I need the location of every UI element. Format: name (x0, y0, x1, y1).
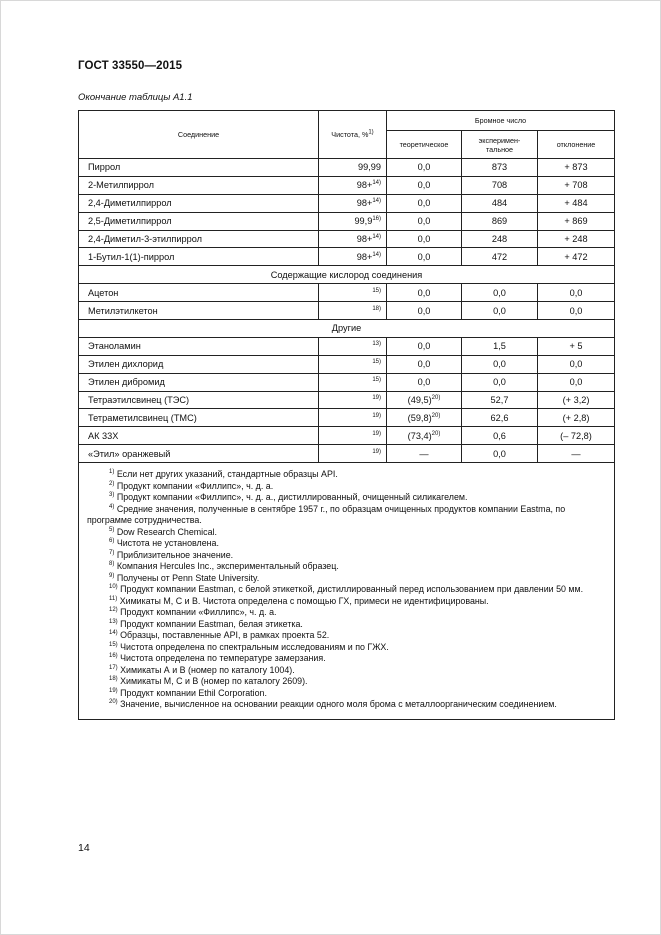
experimental-value: 1,5 (462, 337, 538, 355)
theoretical-value: 0,0 (417, 287, 431, 298)
table-row (79, 355, 615, 373)
table-row (79, 373, 615, 391)
theoretical-value: 0,0 (417, 180, 431, 191)
purity-cell (319, 230, 387, 248)
purity-cell (319, 284, 387, 302)
footnote (87, 607, 608, 619)
header-theoretical: теоретическое (387, 131, 462, 159)
purity-value: 99,9 (354, 216, 373, 227)
footnote-text: Если нет других указаний, стандартные образцы API. (116, 469, 338, 480)
theoretical-cell (387, 159, 462, 177)
purity-cell (319, 248, 387, 266)
footnote (87, 699, 608, 711)
footnote-number: 10) (109, 584, 118, 591)
table-caption: Окончание таблицы А1.1 (78, 92, 193, 103)
compound-name: Этилен дихлорид (79, 355, 319, 373)
purity-value: 98+ (356, 198, 373, 209)
header-experimental (462, 131, 538, 159)
experimental-value: 248 (462, 230, 538, 248)
experimental-value: 0,0 (462, 373, 538, 391)
deviation-value: (– 72,8) (538, 427, 615, 445)
table-row (79, 409, 615, 427)
compound-name: 2,5-Диметилпиррол (79, 212, 319, 230)
section-oxygen-compounds: Содержащие кислород соединения (79, 266, 615, 284)
footnote-text: Продукт компании «Филлипс», ч. д. а., дистиллированный, очищенный силикагелем. (116, 492, 468, 503)
footnote (87, 596, 608, 608)
purity-cell (319, 176, 387, 194)
deviation-value: + 869 (538, 212, 615, 230)
footnote-number: 13) (109, 618, 118, 625)
footnote (87, 561, 608, 573)
footnote-text: Химикаты М, С и В. Чистота определена с помощью ГХ, примеси не идентифицированы. (119, 595, 489, 606)
purity-cell (319, 337, 387, 355)
deviation-value: + 484 (538, 194, 615, 212)
experimental-value: 0,0 (462, 355, 538, 373)
purity-cell (319, 427, 387, 445)
table-row (79, 230, 615, 248)
purity-cell (319, 212, 387, 230)
theoretical-value: 0,0 (417, 162, 431, 173)
footnote-number: 17) (109, 664, 118, 671)
purity-value: 98+ (356, 251, 373, 262)
footnote-number: 11) (109, 595, 118, 602)
footnote-number: 2) (109, 480, 115, 487)
footnote (87, 538, 608, 550)
footnote-number: 15) (109, 641, 118, 648)
compound-name: Тетраметилсвинец (ТМС) (79, 409, 319, 427)
theoretical-cell (387, 212, 462, 230)
purity-footnote: 13) (372, 341, 381, 348)
purity-cell (319, 159, 387, 177)
footnote-text: Продукт компании Ethil Corporation. (120, 687, 267, 698)
purity-footnote: 14) (372, 180, 381, 187)
theoretical-cell (387, 302, 462, 320)
header-purity (319, 111, 387, 159)
experimental-value: 484 (462, 194, 538, 212)
deviation-value: + 472 (538, 248, 615, 266)
theoretical-value: 0,0 (417, 341, 431, 352)
experimental-value: 0,0 (462, 302, 538, 320)
section-other: Другие (79, 320, 615, 338)
deviation-value: — (538, 445, 615, 463)
theoretical-cell (387, 284, 462, 302)
purity-cell (319, 302, 387, 320)
compound-name: Пиррол (79, 159, 319, 177)
page-number: 14 (78, 842, 90, 854)
deviation-value: 0,0 (538, 284, 615, 302)
purity-value: 98+ (356, 180, 373, 191)
theoretical-value: 0,0 (417, 234, 431, 244)
table-row (79, 248, 615, 266)
footnote (87, 619, 608, 631)
footnote-number: 4) (109, 503, 115, 510)
compound-name: Ацетон (79, 284, 319, 302)
section-row (79, 320, 615, 338)
theoretical-footnote: 20) (431, 412, 441, 419)
purity-value: 98+ (356, 234, 373, 244)
footnote-text: Компания Hercules Inc., экспериментальный образец. (116, 561, 339, 572)
footnote-number: 19) (109, 687, 118, 694)
experimental-value: 52,7 (462, 391, 538, 409)
header-experimental-line1: эксперимен- (478, 135, 521, 145)
footnote-text: Химикаты А и В (номер по каталогу 1004). (120, 664, 295, 675)
theoretical-footnote: 20) (431, 394, 441, 401)
footnote-text: Образцы, поставленные API, в рамках проекта 52. (120, 630, 330, 641)
header-purity-label: Чистота, % (331, 130, 369, 139)
footnote-text: Чистота не установлена. (116, 538, 219, 549)
experimental-value: 0,6 (462, 427, 538, 445)
experimental-value: 869 (462, 212, 538, 230)
theoretical-value: 0,0 (417, 377, 431, 388)
theoretical-footnote: 20) (431, 430, 441, 437)
footnote (87, 469, 608, 481)
data-table (78, 110, 615, 720)
experimental-value: 0,0 (462, 284, 538, 302)
experimental-value: 0,0 (462, 445, 538, 463)
table-row (79, 302, 615, 320)
footnote (87, 573, 608, 585)
footnote-text: Значение, вычисленное на основании реакции одного моля брома с металлоорганическим соединением. (120, 699, 557, 710)
purity-footnote: 18) (372, 305, 381, 312)
table-row (79, 176, 615, 194)
footnote-number: 9) (109, 572, 115, 579)
theoretical-value: 0,0 (417, 216, 431, 227)
deviation-value: (+ 2,8) (538, 409, 615, 427)
footnote-text: Приблизительное значение. (116, 549, 234, 560)
theoretical-value: 0,0 (417, 198, 431, 209)
theoretical-cell (387, 176, 462, 194)
footnote-number: 20) (109, 699, 118, 706)
theoretical-value: — (419, 448, 429, 459)
footnote (87, 653, 608, 665)
header-deviation: отклонение (538, 131, 615, 159)
purity-footnote: 19) (372, 430, 381, 437)
deviation-value: 0,0 (538, 302, 615, 320)
footnote-text: Продукт компании Eastman, с белой этикеткой, дистиллированный перед использованием при давлении 50 мм. (120, 584, 584, 595)
theoretical-cell (387, 248, 462, 266)
footnote (87, 527, 608, 539)
compound-name: Этилен дибромид (79, 373, 319, 391)
compound-name: 2-Метилпиррол (79, 176, 319, 194)
theoretical-cell (387, 391, 462, 409)
purity-footnote: 14) (372, 198, 381, 205)
purity-cell (319, 194, 387, 212)
purity-cell (319, 445, 387, 463)
theoretical-value: 0,0 (417, 251, 431, 262)
compound-name: Тетраэтилсвинец (ТЭС) (79, 391, 319, 409)
footnote-text: Продукт компании «Филлипс», ч. д. а. (120, 607, 277, 618)
header-purity-footnote: 1) (368, 129, 374, 136)
theoretical-cell (387, 337, 462, 355)
section-row (79, 266, 615, 284)
theoretical-cell (387, 445, 462, 463)
deviation-value: 0,0 (538, 355, 615, 373)
footnote (87, 492, 608, 504)
footnote (87, 504, 608, 527)
header-compound: Соединение (79, 111, 319, 159)
table-row (79, 445, 615, 463)
table-row (79, 159, 615, 177)
compound-name: Этаноламин (79, 337, 319, 355)
footnote (87, 665, 608, 677)
purity-footnote: 19) (372, 394, 381, 401)
compound-name: АК 33Х (79, 427, 319, 445)
compound-name: «Этил» оранжевый (79, 445, 319, 463)
purity-value: 99,99 (358, 162, 381, 173)
header-row-1 (79, 111, 615, 131)
footnote-number: 12) (109, 607, 118, 614)
table-row (79, 427, 615, 445)
purity-footnote: 16) (372, 216, 381, 223)
deviation-value: (+ 3,2) (538, 391, 615, 409)
theoretical-cell (387, 355, 462, 373)
footnote-number: 6) (109, 538, 115, 545)
footnote-text: Продукт компании Eastman, белая этикетка. (120, 618, 303, 629)
footnote-number: 14) (109, 630, 118, 637)
header-experimental-line2: тальное (485, 144, 514, 154)
theoretical-cell (387, 427, 462, 445)
purity-cell (319, 391, 387, 409)
purity-footnote: 15) (372, 359, 381, 366)
deviation-value: 0,0 (538, 373, 615, 391)
compound-name: 2,4-Диметил-3-этилпиррол (79, 230, 319, 248)
theoretical-cell (387, 409, 462, 427)
footnote-text: Получены от Penn State University. (116, 572, 260, 583)
purity-footnote: 14) (372, 233, 381, 240)
purity-footnote: 15) (372, 287, 381, 294)
footnote-text: Dow Research Chemical. (116, 526, 217, 537)
purity-cell (319, 409, 387, 427)
theoretical-value: (49,5) (407, 395, 432, 406)
footnote-text: Чистота определена по температуре замерзания. (120, 653, 326, 664)
footnote (87, 688, 608, 700)
footnotes-cell (79, 463, 615, 720)
footnote (87, 676, 608, 688)
footnote (87, 481, 608, 493)
footnote-number: 8) (109, 561, 115, 568)
footnote-text: Средние значения, полученные в сентябре 1957 г., по образцам очищенных продуктов компании Eastma, по программе сотрудничества. (87, 503, 566, 526)
footnote (87, 584, 608, 596)
theoretical-value: (59,8) (407, 412, 432, 423)
footnote-number: 3) (109, 492, 115, 499)
purity-cell (319, 355, 387, 373)
experimental-value: 873 (462, 159, 538, 177)
table-row (79, 284, 615, 302)
experimental-value: 62,6 (462, 409, 538, 427)
purity-cell (319, 373, 387, 391)
theoretical-cell (387, 194, 462, 212)
footnote-number: 16) (109, 653, 118, 660)
deviation-value: + 5 (538, 337, 615, 355)
footnote (87, 630, 608, 642)
footnote (87, 642, 608, 654)
experimental-value: 708 (462, 176, 538, 194)
footnote-number: 5) (109, 526, 115, 533)
theoretical-cell (387, 230, 462, 248)
purity-footnote: 15) (372, 377, 381, 384)
theoretical-value: 0,0 (417, 305, 431, 316)
compound-name: 2,4-Диметилпиррол (79, 194, 319, 212)
table-row (79, 212, 615, 230)
deviation-value: + 248 (538, 230, 615, 248)
footnote-number: 1) (109, 469, 115, 476)
footnote-number: 18) (109, 676, 118, 683)
footnote-text: Чистота определена по спектральным исследованиям и по ГЖХ. (120, 641, 389, 652)
footnote-number: 7) (109, 549, 115, 556)
experimental-value: 472 (462, 248, 538, 266)
footnotes-row (79, 463, 615, 720)
deviation-value: + 708 (538, 176, 615, 194)
footnote (87, 550, 608, 562)
theoretical-cell (387, 373, 462, 391)
theoretical-value: (73,4) (407, 430, 432, 441)
table-row (79, 194, 615, 212)
compound-name: Метилэтилкетон (79, 302, 319, 320)
table-row (79, 337, 615, 355)
footnote-text: Продукт компании «Филлипс», ч. д. а. (116, 480, 274, 491)
document-id: ГОСТ 33550—2015 (78, 60, 183, 72)
footnote-text: Химикаты М, С и В (номер по каталогу 2609). (120, 676, 308, 687)
compound-name: 1-Бутил-1(1)-пиррол (79, 248, 319, 266)
theoretical-value: 0,0 (417, 359, 431, 370)
purity-footnote: 14) (372, 251, 381, 258)
purity-footnote: 19) (372, 448, 381, 455)
deviation-value: + 873 (538, 159, 615, 177)
purity-footnote: 19) (372, 412, 381, 419)
header-bromine: Бромное число (387, 111, 615, 131)
table-row (79, 391, 615, 409)
